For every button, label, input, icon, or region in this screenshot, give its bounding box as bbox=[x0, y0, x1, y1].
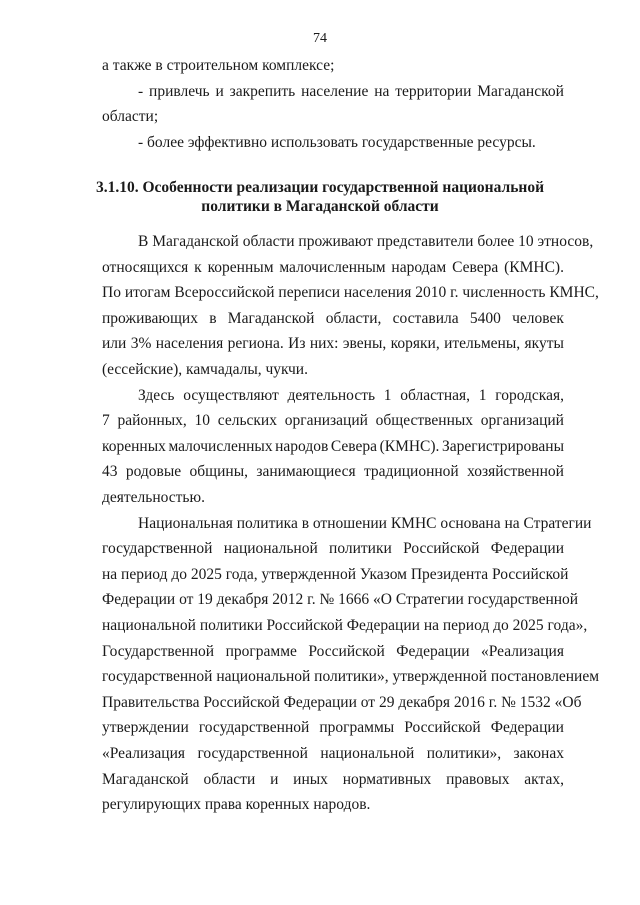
word: Севера bbox=[330, 438, 378, 455]
word: (КМНС). bbox=[504, 259, 564, 276]
word: территории bbox=[395, 83, 472, 100]
word: народам bbox=[391, 259, 447, 276]
text-line bbox=[138, 386, 564, 406]
text-line: По итогам Всероссийской переписи населения 2010 г. численность КМНС, bbox=[102, 284, 599, 301]
word: родовые bbox=[125, 463, 182, 480]
word: государственной bbox=[102, 540, 213, 557]
word: эвены, bbox=[342, 335, 387, 352]
word: Из bbox=[288, 335, 306, 352]
word: осуществляют bbox=[183, 387, 279, 404]
text-line bbox=[102, 462, 564, 482]
word: Магаданской bbox=[102, 771, 189, 788]
word: относящихся bbox=[102, 259, 189, 276]
word: 5400 bbox=[469, 310, 501, 327]
word: области, bbox=[325, 310, 382, 327]
text-line: а также в строительном комплексе; bbox=[102, 57, 335, 74]
word: Федерации bbox=[396, 643, 470, 660]
word: якуты bbox=[524, 335, 564, 352]
text-line: Федерации от 19 декабря 2012 г. № 1666 «О Стратегии государственной bbox=[102, 591, 579, 608]
word: 1 bbox=[478, 387, 487, 404]
word: Российской bbox=[308, 643, 385, 660]
word: «Реализация bbox=[102, 745, 186, 762]
text-line bbox=[102, 437, 564, 457]
word: - bbox=[138, 83, 144, 100]
word: районных, bbox=[117, 412, 187, 429]
word: области bbox=[203, 771, 256, 788]
word: деятельность bbox=[287, 387, 376, 404]
word: Здесь bbox=[138, 387, 175, 404]
word: Федерации bbox=[490, 719, 564, 736]
word: Государственной bbox=[102, 643, 215, 660]
word: Российской bbox=[403, 540, 480, 557]
word: 1 bbox=[383, 387, 392, 404]
word: национальной bbox=[223, 540, 318, 557]
text-line: национальной политики Российской Федерации на период до 2025 года», bbox=[102, 617, 588, 634]
text-line bbox=[102, 411, 564, 431]
word: коряки, bbox=[390, 335, 440, 352]
word: к bbox=[194, 259, 202, 276]
word: закрепить bbox=[229, 83, 296, 100]
word: традиционной bbox=[363, 463, 459, 480]
text-line: Правительства Российской Федерации от 29 декабря 2016 г. № 1532 «Об bbox=[102, 694, 582, 711]
text-line bbox=[102, 539, 564, 559]
word: организаций bbox=[284, 412, 368, 429]
page-number: 74 bbox=[313, 31, 327, 46]
word: сельских bbox=[217, 412, 277, 429]
text-line bbox=[102, 334, 564, 354]
word: актах, bbox=[524, 771, 564, 788]
word: занимающиеся bbox=[256, 463, 356, 480]
text-line: Национальная политика в отношении КМНС основана на Стратегии bbox=[138, 515, 592, 532]
word: население bbox=[301, 83, 369, 100]
word: Зарегистрированы bbox=[441, 438, 564, 455]
word: политики», bbox=[426, 745, 502, 762]
word: (КМНС). bbox=[379, 438, 440, 455]
word: населения bbox=[155, 335, 224, 352]
text-line: В Магаданской области проживают представители более 10 этносов, bbox=[138, 233, 594, 250]
word: государственной bbox=[198, 719, 310, 736]
text-line: области; bbox=[102, 108, 159, 125]
word: на bbox=[374, 83, 390, 100]
word: нормативных bbox=[342, 771, 432, 788]
word: проживающих bbox=[102, 310, 198, 327]
word: них: bbox=[309, 335, 339, 352]
word: законах bbox=[513, 745, 564, 762]
text-line bbox=[102, 258, 564, 278]
word: иных bbox=[293, 771, 328, 788]
text-line: регулирующих права коренных народов. bbox=[102, 796, 371, 813]
word: ительмены, bbox=[444, 335, 521, 352]
word: политики bbox=[329, 540, 392, 557]
word: «Реализация bbox=[480, 643, 564, 660]
heading-line: политики в Магаданской области bbox=[201, 198, 439, 215]
word: в bbox=[209, 310, 217, 327]
text-line: деятельностью. bbox=[102, 489, 205, 506]
text-line bbox=[102, 642, 564, 662]
word: региона. bbox=[227, 335, 284, 352]
word: Российской bbox=[404, 719, 481, 736]
word: малочисленным bbox=[279, 259, 386, 276]
text-line: (ессейские), камчадалы, чукчи. bbox=[102, 361, 308, 378]
text-line: на период до 2025 года, утвержденной Указом Президента Российской bbox=[102, 566, 569, 583]
word: 43 bbox=[102, 463, 118, 480]
text-line bbox=[102, 770, 564, 790]
word: малочисленных bbox=[168, 438, 273, 455]
word: организаций bbox=[480, 412, 564, 429]
word: 7 bbox=[102, 412, 110, 429]
word: народов bbox=[275, 438, 329, 455]
word: городская, bbox=[495, 387, 564, 404]
text-line bbox=[102, 309, 564, 329]
word: хозяйственной bbox=[467, 463, 564, 480]
word: Магаданской bbox=[477, 83, 564, 100]
word: общины, bbox=[189, 463, 248, 480]
word: областная, bbox=[400, 387, 470, 404]
word: или bbox=[102, 335, 127, 352]
heading-line: 3.1.10. Особенности реализации государственной национальной bbox=[95, 179, 545, 196]
text-line bbox=[102, 744, 564, 764]
text-line bbox=[102, 718, 564, 738]
word: коренных bbox=[102, 438, 166, 455]
word: и bbox=[270, 771, 279, 788]
word: программе bbox=[225, 643, 297, 660]
word: Федерации bbox=[490, 540, 564, 557]
text-line: - более эффективно использовать государственные ресурсы. bbox=[138, 134, 536, 151]
word: национальной bbox=[320, 745, 415, 762]
word: 3% bbox=[130, 335, 152, 352]
word: правовых bbox=[446, 771, 510, 788]
word: коренным bbox=[207, 259, 274, 276]
word: Магаданской bbox=[227, 310, 315, 327]
word: 10 bbox=[194, 412, 211, 429]
word: и bbox=[215, 83, 224, 100]
word: утверждении bbox=[102, 719, 189, 736]
word: составила bbox=[392, 310, 459, 327]
word: программы bbox=[319, 719, 395, 736]
text-line bbox=[138, 82, 564, 102]
word: государственной bbox=[197, 745, 308, 762]
word: общественных bbox=[375, 412, 474, 429]
word: человек bbox=[512, 310, 564, 327]
word: привлечь bbox=[149, 83, 210, 100]
text-line: государственной национальной политики», утвержденной постановлением bbox=[102, 668, 600, 685]
word: Севера bbox=[452, 259, 499, 276]
